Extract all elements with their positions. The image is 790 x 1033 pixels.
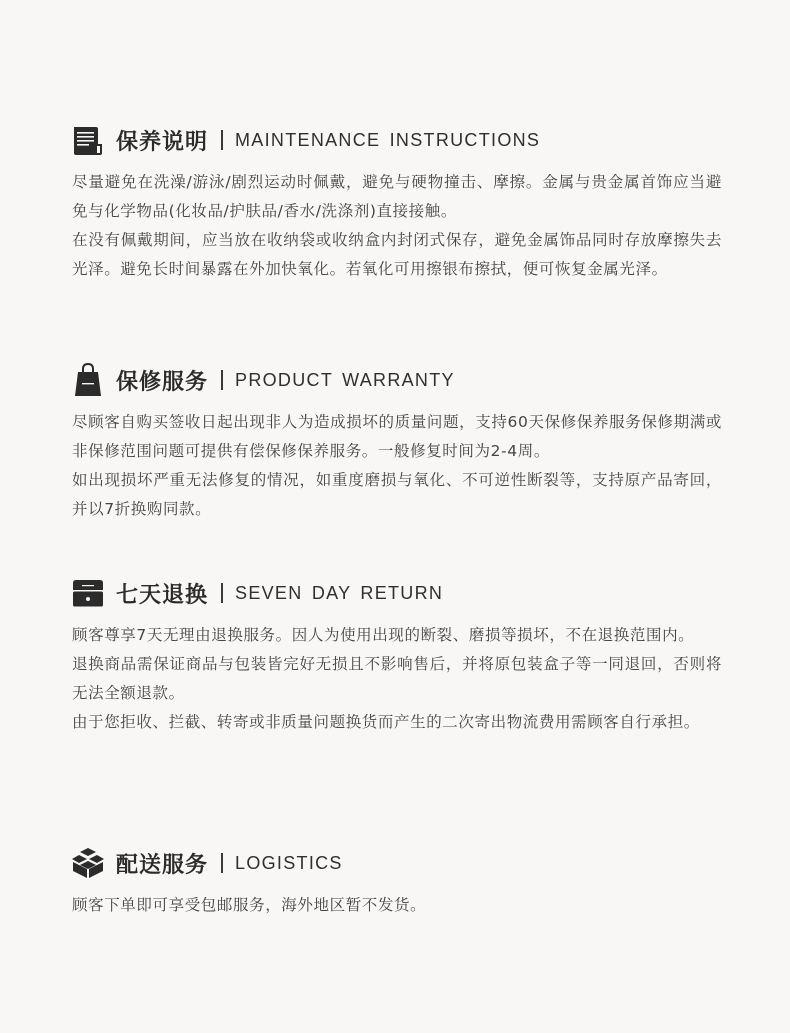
section-body: [72, 408, 722, 524]
section-header: [72, 845, 722, 881]
section-title-en: MAINTENANCE INSTRUCTIONS: [235, 129, 541, 150]
section-title-cn: 保修服务: [116, 369, 209, 395]
section-body: [72, 621, 722, 737]
section-header: [72, 362, 722, 398]
section-title-en: LOGISTICS: [235, 852, 343, 873]
paragraph: 尽顾客自购买签收日起出现非人为造成损坏的质量问题，支持60天保修保养服务保修期满或非保修范围问题可提供有偿保修保养服务。一般修复时间为2-4周。: [72, 413, 722, 460]
section-logistics: [72, 845, 722, 920]
section-header: [72, 122, 722, 158]
paragraph: 尽量避免在洗澡/游泳/剧烈运动时佩戴，避免与硬物撞击、摩擦。金属与贵金属首饰应当避免与化学物品(化妆品/护肤品/香水/洗涤剂)直接接触。: [72, 173, 722, 220]
shopping-bag-icon: [72, 364, 104, 396]
title-divider: [221, 130, 223, 150]
title-divider: [221, 583, 223, 603]
jewelry-box-icon: [72, 577, 104, 609]
paragraph: 如出现损坏严重无法修复的情况，如重度磨损与氧化、不可逆性断裂等，支持原产品寄回，并以7折换购同款。: [72, 471, 722, 518]
section-header: [72, 575, 722, 611]
section-title-cn: 配送服务: [116, 852, 209, 878]
section-return: [72, 575, 722, 737]
title-divider: [221, 853, 223, 873]
title-divider: [221, 370, 223, 390]
section-title-cn: 保养说明: [116, 129, 209, 155]
section-title-cn: 七天退换: [116, 582, 209, 608]
paragraph: 退换商品需保证商品与包装皆完好无损且不影响售后，并将原包装盒子等一同退回，否则将无法全额退款。: [72, 655, 722, 702]
paragraph: 顾客尊享7天无理由退换服务。因人为使用出现的断裂、磨损等损坏，不在退换范围内。: [72, 626, 695, 644]
section-warranty: [72, 362, 722, 524]
paragraph: 在没有佩戴期间，应当放在收纳袋或收纳盒内封闭式保存，避免金属饰品同时存放摩擦失去光泽。避免长时间暴露在外加快氧化。若氧化可用擦银布擦拭，便可恢复金属光泽。: [72, 231, 722, 278]
section-title-en: SEVEN DAY RETURN: [235, 582, 444, 603]
document-icon: [72, 124, 104, 156]
section-maintenance: [72, 122, 722, 284]
section-title-en: PRODUCT WARRANTY: [235, 369, 455, 390]
paragraph: 顾客下单即可享受包邮服务，海外地区暂不发货。: [72, 896, 427, 914]
paragraph: 由于您拒收、拦截、转寄或非质量问题换货而产生的二次寄出物流费用需顾客自行承担。: [72, 713, 700, 731]
section-body: [72, 891, 722, 920]
boxes-icon: [72, 847, 104, 879]
section-body: [72, 168, 722, 284]
